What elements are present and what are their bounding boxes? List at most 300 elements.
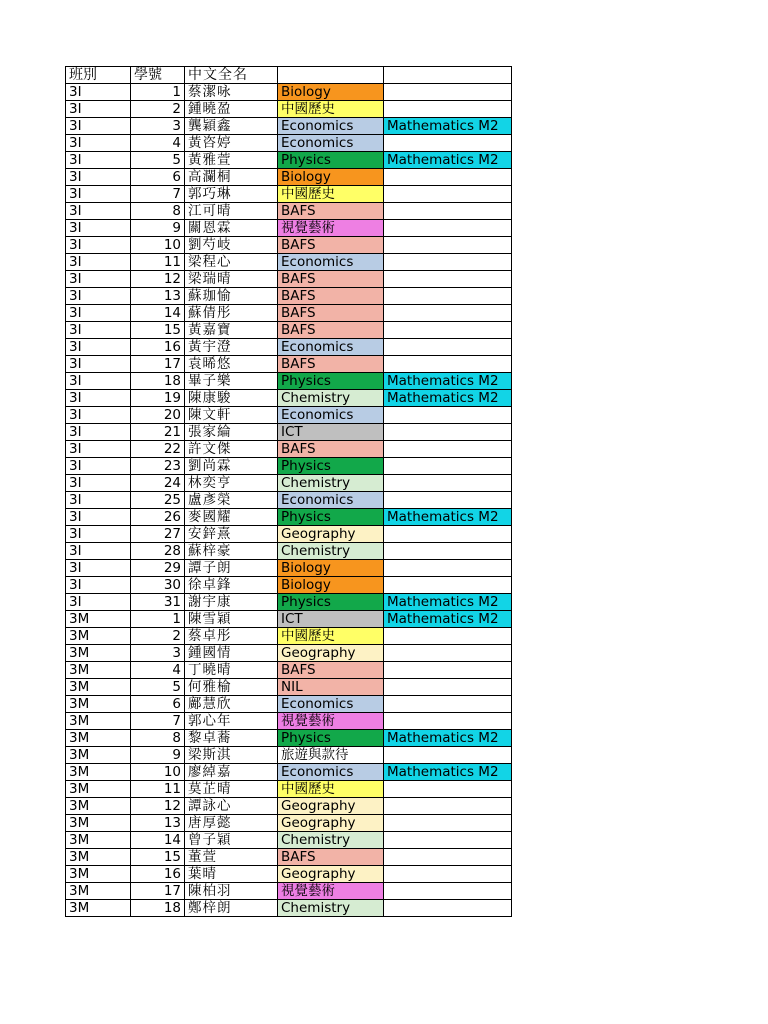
table-row (66, 900, 512, 917)
subject-2-cell (384, 424, 512, 441)
class-cell: 3I (66, 101, 131, 118)
chinese-name-cell: 黃嘉寶 (185, 322, 278, 339)
subject-2-cell (384, 679, 512, 696)
class-cell: 3M (66, 849, 131, 866)
chinese-name-cell: 曾子穎 (185, 832, 278, 849)
student-number-cell: 2 (131, 101, 185, 118)
subject-1-cell: BAFS (278, 288, 384, 305)
class-cell: 3I (66, 390, 131, 407)
class-cell: 3I (66, 254, 131, 271)
subject-1-cell: Economics (278, 339, 384, 356)
chinese-name-cell: 袁晞悠 (185, 356, 278, 373)
table-row (66, 322, 512, 339)
subject-2-cell (384, 203, 512, 220)
class-cell: 3M (66, 696, 131, 713)
subject-1-cell: 中國歷史 (278, 186, 384, 203)
header-student-number: 學號 (131, 67, 185, 84)
student-number-cell: 3 (131, 645, 185, 662)
chinese-name-cell: 蘇珈愉 (185, 288, 278, 305)
subject-2-cell (384, 356, 512, 373)
table-row (66, 390, 512, 407)
chinese-name-cell: 安鋅熹 (185, 526, 278, 543)
header-subject-2 (384, 67, 512, 84)
subject-1-cell: Geography (278, 645, 384, 662)
subject-2-cell (384, 135, 512, 152)
subject-2-cell (384, 305, 512, 322)
subject-1-cell: BAFS (278, 203, 384, 220)
header-chinese-name: 中文全名 (185, 67, 278, 84)
table-row (66, 696, 512, 713)
chinese-name-cell: 盧彥榮 (185, 492, 278, 509)
class-cell: 3M (66, 747, 131, 764)
student-number-cell: 5 (131, 152, 185, 169)
table-row (66, 730, 512, 747)
header-subject-1 (278, 67, 384, 84)
table-row (66, 118, 512, 135)
subject-2-cell (384, 900, 512, 917)
subject-1-cell: Economics (278, 492, 384, 509)
table-row (66, 543, 512, 560)
subject-1-cell: Chemistry (278, 832, 384, 849)
chinese-name-cell: 梁斯淇 (185, 747, 278, 764)
student-number-cell: 10 (131, 237, 185, 254)
subject-2-cell (384, 237, 512, 254)
student-number-cell: 22 (131, 441, 185, 458)
class-cell: 3I (66, 305, 131, 322)
table-row (66, 339, 512, 356)
student-number-cell: 23 (131, 458, 185, 475)
subject-2-cell (384, 815, 512, 832)
class-cell: 3I (66, 492, 131, 509)
student-number-cell: 17 (131, 883, 185, 900)
subject-2-cell (384, 662, 512, 679)
subject-1-cell: Physics (278, 509, 384, 526)
class-cell: 3I (66, 594, 131, 611)
student-number-cell: 3 (131, 118, 185, 135)
class-cell: 3I (66, 169, 131, 186)
subject-1-cell: BAFS (278, 441, 384, 458)
class-cell: 3I (66, 458, 131, 475)
chinese-name-cell: 丁曉晴 (185, 662, 278, 679)
student-number-cell: 1 (131, 611, 185, 628)
subject-1-cell: 視覺藝術 (278, 713, 384, 730)
subject-2-cell (384, 645, 512, 662)
student-number-cell: 14 (131, 832, 185, 849)
chinese-name-cell: 黃雅萱 (185, 152, 278, 169)
subject-1-cell: Geography (278, 815, 384, 832)
chinese-name-cell: 莫芷晴 (185, 781, 278, 798)
table-row (66, 475, 512, 492)
student-number-cell: 8 (131, 730, 185, 747)
subject-1-cell: Geography (278, 866, 384, 883)
chinese-name-cell: 葉晴 (185, 866, 278, 883)
subject-2-cell: Mathematics M2 (384, 509, 512, 526)
chinese-name-cell: 黃宇澄 (185, 339, 278, 356)
chinese-name-cell: 鍾國情 (185, 645, 278, 662)
student-number-cell: 6 (131, 169, 185, 186)
class-cell: 3M (66, 730, 131, 747)
chinese-name-cell: 麥國耀 (185, 509, 278, 526)
student-number-cell: 16 (131, 866, 185, 883)
subject-1-cell: BAFS (278, 662, 384, 679)
chinese-name-cell: 何雅榆 (185, 679, 278, 696)
subject-1-cell: Physics (278, 152, 384, 169)
chinese-name-cell: 江可晴 (185, 203, 278, 220)
chinese-name-cell: 梁程心 (185, 254, 278, 271)
class-cell: 3M (66, 832, 131, 849)
subject-1-cell: Economics (278, 254, 384, 271)
chinese-name-cell: 譚詠心 (185, 798, 278, 815)
table-row (66, 509, 512, 526)
chinese-name-cell: 廖綽嘉 (185, 764, 278, 781)
class-cell: 3M (66, 662, 131, 679)
class-cell: 3I (66, 526, 131, 543)
table-row (66, 866, 512, 883)
class-cell: 3M (66, 781, 131, 798)
student-number-cell: 9 (131, 220, 185, 237)
class-cell: 3I (66, 84, 131, 101)
class-cell: 3I (66, 560, 131, 577)
table-row (66, 713, 512, 730)
table-row (66, 883, 512, 900)
table-row (66, 101, 512, 118)
table-row (66, 356, 512, 373)
class-cell: 3I (66, 271, 131, 288)
subject-1-cell: Biology (278, 84, 384, 101)
class-cell: 3I (66, 475, 131, 492)
class-cell: 3I (66, 220, 131, 237)
student-number-cell: 13 (131, 815, 185, 832)
subject-1-cell: ICT (278, 424, 384, 441)
chinese-name-cell: 謝宇康 (185, 594, 278, 611)
subject-1-cell: 視覺藝術 (278, 883, 384, 900)
student-number-cell: 15 (131, 322, 185, 339)
table-row (66, 815, 512, 832)
subject-1-cell: Physics (278, 373, 384, 390)
chinese-name-cell: 陳文軒 (185, 407, 278, 424)
subject-1-cell: Chemistry (278, 543, 384, 560)
student-number-cell: 24 (131, 475, 185, 492)
table-row (66, 458, 512, 475)
class-cell: 3I (66, 356, 131, 373)
subject-1-cell: Biology (278, 169, 384, 186)
table-row (66, 849, 512, 866)
subject-1-cell: Chemistry (278, 900, 384, 917)
table-row (66, 203, 512, 220)
subject-1-cell: Economics (278, 764, 384, 781)
subject-2-cell (384, 441, 512, 458)
table-row (66, 441, 512, 458)
student-number-cell: 25 (131, 492, 185, 509)
student-number-cell: 18 (131, 900, 185, 917)
chinese-name-cell: 陳雪穎 (185, 611, 278, 628)
class-cell: 3I (66, 407, 131, 424)
subject-2-cell: Mathematics M2 (384, 390, 512, 407)
subject-1-cell: BAFS (278, 849, 384, 866)
subject-1-cell: Economics (278, 135, 384, 152)
class-cell: 3I (66, 152, 131, 169)
student-number-cell: 16 (131, 339, 185, 356)
table-row (66, 747, 512, 764)
chinese-name-cell: 蘇倩彤 (185, 305, 278, 322)
table-row (66, 781, 512, 798)
student-number-cell: 18 (131, 373, 185, 390)
table-row (66, 679, 512, 696)
student-number-cell: 4 (131, 662, 185, 679)
student-number-cell: 7 (131, 186, 185, 203)
subject-1-cell: BAFS (278, 322, 384, 339)
subject-1-cell: BAFS (278, 305, 384, 322)
student-number-cell: 26 (131, 509, 185, 526)
subject-2-cell (384, 560, 512, 577)
table-row (66, 84, 512, 101)
subject-2-cell (384, 526, 512, 543)
table-row (66, 424, 512, 441)
subject-2-cell (384, 254, 512, 271)
table-row (66, 832, 512, 849)
student-number-cell: 2 (131, 628, 185, 645)
subject-2-cell (384, 475, 512, 492)
chinese-name-cell: 鄺慧欣 (185, 696, 278, 713)
chinese-name-cell: 畢子樂 (185, 373, 278, 390)
table-row (66, 373, 512, 390)
subject-2-cell (384, 713, 512, 730)
student-number-cell: 6 (131, 696, 185, 713)
table-row (66, 169, 512, 186)
student-number-cell: 12 (131, 798, 185, 815)
student-number-cell: 4 (131, 135, 185, 152)
subject-2-cell: Mathematics M2 (384, 118, 512, 135)
class-cell: 3I (66, 203, 131, 220)
table-row (66, 305, 512, 322)
table-row (66, 662, 512, 679)
class-cell: 3I (66, 339, 131, 356)
subject-2-cell (384, 492, 512, 509)
class-cell: 3I (66, 186, 131, 203)
subject-1-cell: BAFS (278, 237, 384, 254)
subject-2-cell (384, 169, 512, 186)
chinese-name-cell: 徐卓鋒 (185, 577, 278, 594)
table-row (66, 492, 512, 509)
header-row (66, 67, 512, 84)
subject-1-cell: Physics (278, 730, 384, 747)
student-number-cell: 13 (131, 288, 185, 305)
table-row (66, 560, 512, 577)
subject-1-cell: Physics (278, 594, 384, 611)
chinese-name-cell: 劉芍岐 (185, 237, 278, 254)
chinese-name-cell: 陳康駿 (185, 390, 278, 407)
student-number-cell: 15 (131, 849, 185, 866)
class-cell: 3I (66, 577, 131, 594)
subject-2-cell (384, 339, 512, 356)
class-cell: 3M (66, 628, 131, 645)
student-number-cell: 27 (131, 526, 185, 543)
class-cell: 3I (66, 424, 131, 441)
subject-2-cell: Mathematics M2 (384, 152, 512, 169)
student-number-cell: 28 (131, 543, 185, 560)
class-cell: 3I (66, 543, 131, 560)
chinese-name-cell: 譚子朗 (185, 560, 278, 577)
class-cell: 3M (66, 866, 131, 883)
subject-1-cell: Chemistry (278, 475, 384, 492)
chinese-name-cell: 鍾曉盈 (185, 101, 278, 118)
chinese-name-cell: 蔡潔咏 (185, 84, 278, 101)
student-number-cell: 17 (131, 356, 185, 373)
chinese-name-cell: 張家綸 (185, 424, 278, 441)
subject-1-cell: Geography (278, 798, 384, 815)
subject-2-cell (384, 186, 512, 203)
subject-1-cell: Biology (278, 577, 384, 594)
class-cell: 3M (66, 815, 131, 832)
table-row (66, 645, 512, 662)
subject-2-cell (384, 288, 512, 305)
student-number-cell: 14 (131, 305, 185, 322)
chinese-name-cell: 蘇梓豪 (185, 543, 278, 560)
class-cell: 3M (66, 645, 131, 662)
chinese-name-cell: 唐厚懿 (185, 815, 278, 832)
subject-1-cell: 中國歷史 (278, 628, 384, 645)
student-number-cell: 19 (131, 390, 185, 407)
student-subject-table (65, 66, 512, 917)
class-cell: 3M (66, 679, 131, 696)
subject-2-cell (384, 271, 512, 288)
subject-2-cell: Mathematics M2 (384, 764, 512, 781)
subject-2-cell (384, 849, 512, 866)
subject-1-cell: Biology (278, 560, 384, 577)
subject-1-cell: ICT (278, 611, 384, 628)
subject-2-cell (384, 101, 512, 118)
chinese-name-cell: 陳柏羽 (185, 883, 278, 900)
subject-1-cell: Chemistry (278, 390, 384, 407)
chinese-name-cell: 黃咨婷 (185, 135, 278, 152)
student-number-cell: 11 (131, 254, 185, 271)
student-number-cell: 29 (131, 560, 185, 577)
header-class: 班別 (66, 67, 131, 84)
subject-2-cell (384, 832, 512, 849)
subject-1-cell: 中國歷史 (278, 781, 384, 798)
subject-2-cell (384, 458, 512, 475)
subject-2-cell: Mathematics M2 (384, 730, 512, 747)
class-cell: 3I (66, 441, 131, 458)
subject-2-cell: Mathematics M2 (384, 611, 512, 628)
class-cell: 3I (66, 288, 131, 305)
student-number-cell: 21 (131, 424, 185, 441)
student-number-cell: 8 (131, 203, 185, 220)
student-number-cell: 31 (131, 594, 185, 611)
table-row (66, 237, 512, 254)
subject-2-cell (384, 781, 512, 798)
chinese-name-cell: 董萱 (185, 849, 278, 866)
table-row (66, 288, 512, 305)
student-number-cell: 9 (131, 747, 185, 764)
class-cell: 3M (66, 798, 131, 815)
subject-1-cell: BAFS (278, 356, 384, 373)
student-number-cell: 11 (131, 781, 185, 798)
class-cell: 3I (66, 322, 131, 339)
table-row (66, 611, 512, 628)
subject-1-cell: 視覺藝術 (278, 220, 384, 237)
subject-1-cell: 旅遊與款待 (278, 747, 384, 764)
student-number-cell: 5 (131, 679, 185, 696)
subject-1-cell: Economics (278, 407, 384, 424)
class-cell: 3I (66, 237, 131, 254)
student-number-cell: 7 (131, 713, 185, 730)
subject-2-cell: Mathematics M2 (384, 373, 512, 390)
subject-1-cell: NIL (278, 679, 384, 696)
chinese-name-cell: 黎卓蕎 (185, 730, 278, 747)
subject-2-cell (384, 322, 512, 339)
chinese-name-cell: 許文傑 (185, 441, 278, 458)
chinese-name-cell: 劉尚霖 (185, 458, 278, 475)
subject-1-cell: BAFS (278, 271, 384, 288)
class-cell: 3I (66, 373, 131, 390)
subject-1-cell: Physics (278, 458, 384, 475)
table-row (66, 798, 512, 815)
subject-2-cell (384, 84, 512, 101)
subject-1-cell: Economics (278, 696, 384, 713)
subject-2-cell (384, 577, 512, 594)
subject-1-cell: Economics (278, 118, 384, 135)
chinese-name-cell: 鄭梓朗 (185, 900, 278, 917)
subject-1-cell: 中國歷史 (278, 101, 384, 118)
class-cell: 3M (66, 883, 131, 900)
subject-2-cell (384, 866, 512, 883)
table-row (66, 526, 512, 543)
subject-2-cell (384, 220, 512, 237)
chinese-name-cell: 龔穎鑫 (185, 118, 278, 135)
class-cell: 3M (66, 611, 131, 628)
chinese-name-cell: 林奕亨 (185, 475, 278, 492)
table-row (66, 628, 512, 645)
subject-2-cell (384, 628, 512, 645)
subject-2-cell (384, 883, 512, 900)
subject-2-cell (384, 543, 512, 560)
student-number-cell: 10 (131, 764, 185, 781)
table-row (66, 186, 512, 203)
chinese-name-cell: 郭心年 (185, 713, 278, 730)
table-row (66, 135, 512, 152)
chinese-name-cell: 蔡卓彤 (185, 628, 278, 645)
class-cell: 3I (66, 135, 131, 152)
class-cell: 3M (66, 764, 131, 781)
class-cell: 3I (66, 509, 131, 526)
table-row (66, 254, 512, 271)
table-row (66, 577, 512, 594)
chinese-name-cell: 關恩霖 (185, 220, 278, 237)
table-row (66, 152, 512, 169)
student-number-cell: 12 (131, 271, 185, 288)
table-row (66, 594, 512, 611)
subject-2-cell (384, 407, 512, 424)
student-number-cell: 1 (131, 84, 185, 101)
class-cell: 3M (66, 900, 131, 917)
table-row (66, 407, 512, 424)
subject-2-cell: Mathematics M2 (384, 594, 512, 611)
student-number-cell: 20 (131, 407, 185, 424)
student-number-cell: 30 (131, 577, 185, 594)
chinese-name-cell: 高瀾桐 (185, 169, 278, 186)
chinese-name-cell: 郭巧琳 (185, 186, 278, 203)
table-row (66, 271, 512, 288)
table-row (66, 220, 512, 237)
subject-1-cell: Geography (278, 526, 384, 543)
table-row (66, 764, 512, 781)
subject-2-cell (384, 696, 512, 713)
chinese-name-cell: 梁瑞晴 (185, 271, 278, 288)
class-cell: 3M (66, 713, 131, 730)
subject-2-cell (384, 798, 512, 815)
class-cell: 3I (66, 118, 131, 135)
